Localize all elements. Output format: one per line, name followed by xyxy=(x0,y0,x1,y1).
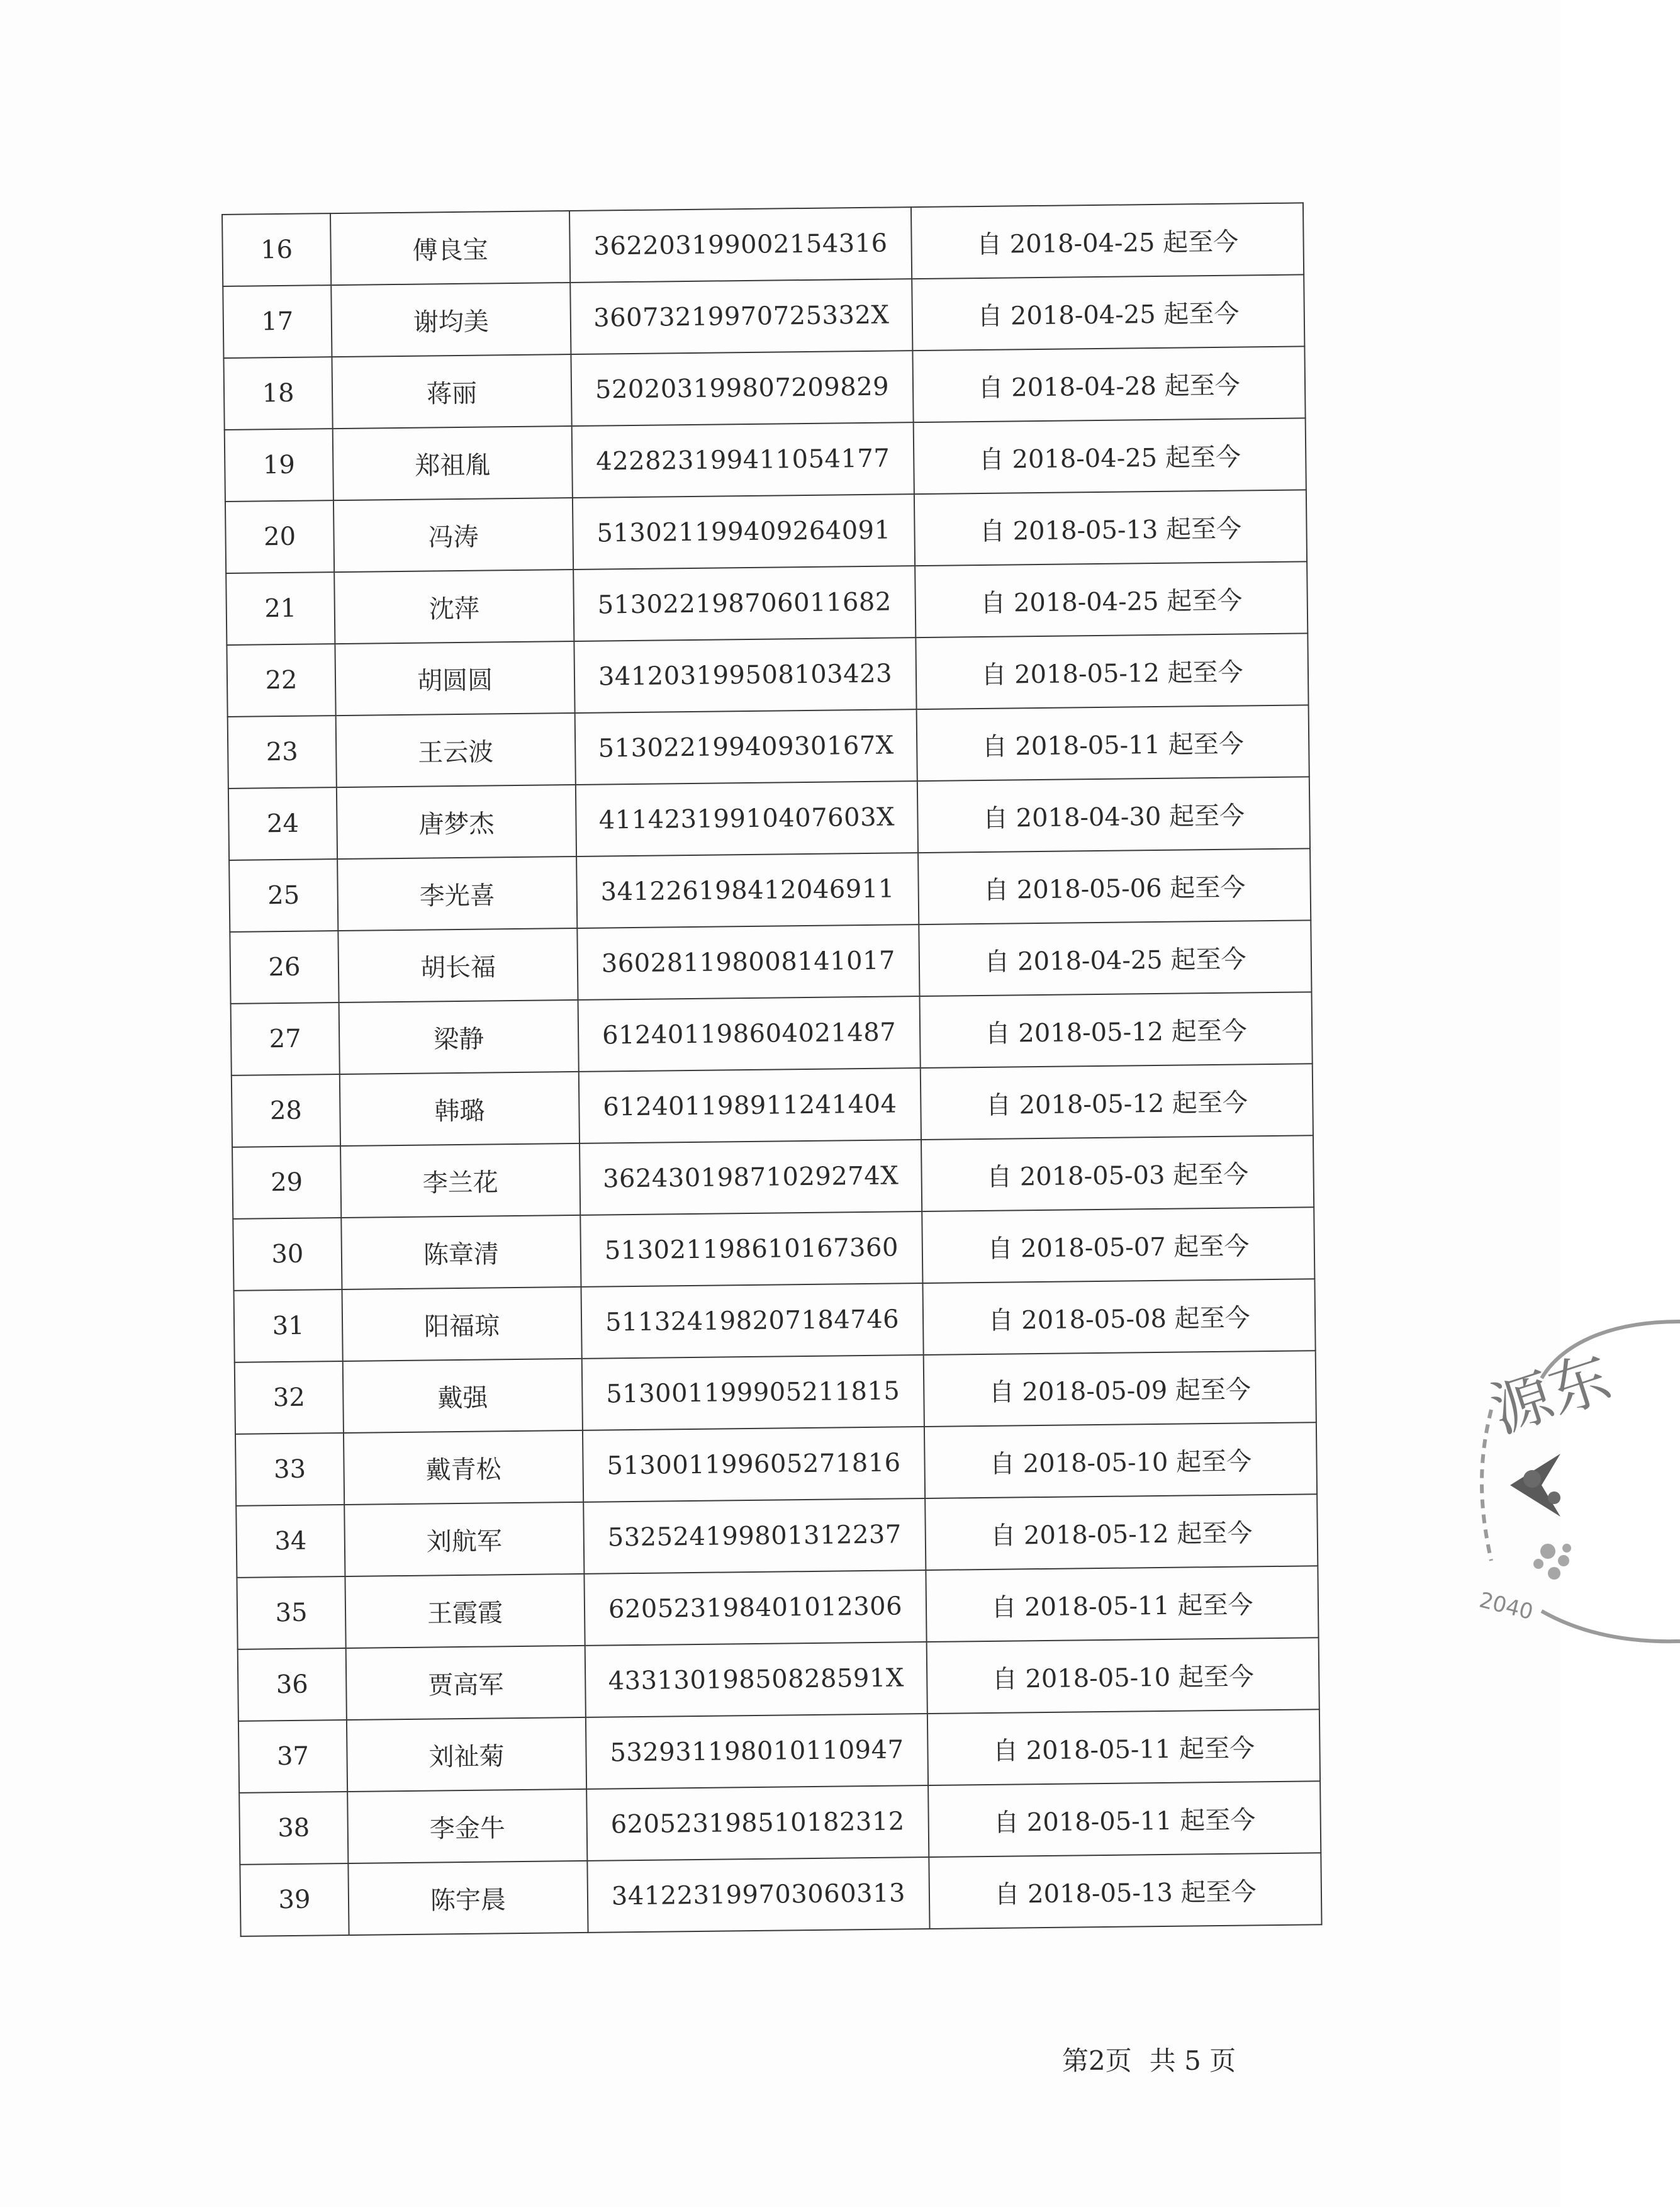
name-cell: 戴青松 xyxy=(344,1430,583,1505)
table-row xyxy=(223,274,1304,358)
employment-period-cell: 自 2018-04-30 起至今 xyxy=(917,777,1310,853)
employment-period-cell: 自 2018-05-07 起至今 xyxy=(922,1207,1314,1283)
table-row xyxy=(225,418,1306,502)
table-row xyxy=(230,920,1311,1004)
employment-period-cell: 自 2018-04-25 起至今 xyxy=(915,561,1308,637)
employment-period-cell: 自 2018-05-11 起至今 xyxy=(926,1566,1318,1642)
id-number-cell: 41142319910407603X xyxy=(576,781,918,856)
id-number-cell: 620523198401012306 xyxy=(584,1570,926,1646)
name-cell: 陈章清 xyxy=(341,1215,581,1289)
name-cell: 李光喜 xyxy=(337,856,577,931)
employment-period-cell: 自 2018-05-11 起至今 xyxy=(927,1709,1320,1785)
seal-text: 源东 xyxy=(1482,1342,1620,1447)
id-number-cell: 362203199002154316 xyxy=(569,207,912,283)
seal-star-mark xyxy=(1510,1454,1560,1517)
table-row xyxy=(227,633,1308,717)
table-row xyxy=(225,490,1307,573)
row-number-cell: 24 xyxy=(228,787,337,860)
employment-period-cell: 自 2018-05-10 起至今 xyxy=(924,1422,1317,1498)
employment-period-cell: 自 2018-05-12 起至今 xyxy=(920,992,1313,1068)
table-row xyxy=(233,1207,1314,1291)
id-number-cell: 341203199508103423 xyxy=(574,637,916,713)
name-cell: 阳福琼 xyxy=(342,1287,582,1361)
row-number-cell: 22 xyxy=(227,644,335,717)
row-number-cell: 38 xyxy=(239,1792,348,1865)
row-number-cell: 30 xyxy=(233,1218,342,1291)
employee-table-body xyxy=(222,203,1322,1936)
table-row xyxy=(236,1494,1318,1578)
table-row xyxy=(240,1853,1321,1936)
id-number-cell: 360281198008141017 xyxy=(577,924,919,1000)
page-number: 第2页 xyxy=(1062,2045,1132,2076)
name-cell: 傅良宝 xyxy=(330,211,570,285)
name-cell: 梁静 xyxy=(339,1000,579,1074)
id-number-cell: 422823199411054177 xyxy=(572,422,914,498)
row-number-cell: 39 xyxy=(240,1863,349,1936)
employment-period-cell: 自 2018-05-13 起至今 xyxy=(929,1853,1321,1929)
name-cell: 胡圆圆 xyxy=(335,641,574,716)
table-row xyxy=(229,848,1311,932)
name-cell: 唐梦杰 xyxy=(337,785,576,859)
table-row xyxy=(228,705,1309,789)
employment-period-cell: 自 2018-05-12 起至今 xyxy=(916,633,1308,709)
row-number-cell: 36 xyxy=(238,1648,347,1721)
row-number-cell: 28 xyxy=(232,1074,340,1147)
id-number-cell: 612401198911241404 xyxy=(579,1068,921,1143)
table-row xyxy=(235,1422,1317,1506)
row-number-cell: 20 xyxy=(225,500,334,573)
employment-period-cell: 自 2018-05-12 起至今 xyxy=(925,1494,1318,1570)
id-number-cell: 43313019850828591X xyxy=(585,1642,927,1717)
name-cell: 郑祖胤 xyxy=(333,426,573,500)
row-number-cell: 17 xyxy=(223,285,332,358)
employment-period-cell: 自 2018-04-25 起至今 xyxy=(911,203,1304,279)
row-number-cell: 19 xyxy=(225,429,333,502)
row-number-cell: 25 xyxy=(229,859,338,932)
name-cell: 韩璐 xyxy=(340,1072,580,1146)
employment-period-cell: 自 2018-05-13 起至今 xyxy=(914,490,1307,566)
employment-period-cell: 自 2018-05-03 起至今 xyxy=(921,1135,1314,1211)
id-number-cell: 511324198207184746 xyxy=(581,1283,923,1359)
id-number-cell: 513022198706011682 xyxy=(573,566,916,641)
name-cell: 王霞霞 xyxy=(345,1574,585,1648)
id-number-cell: 513021199409264091 xyxy=(573,494,915,570)
id-number-cell: 36073219970725332X xyxy=(570,279,912,354)
employee-table xyxy=(221,202,1323,1936)
id-number-cell: 36243019871029274X xyxy=(580,1140,922,1215)
row-number-cell: 31 xyxy=(234,1289,343,1362)
table-row xyxy=(228,777,1310,860)
name-cell: 冯涛 xyxy=(333,498,573,572)
employment-period-cell: 自 2018-05-11 起至今 xyxy=(928,1781,1321,1857)
name-cell: 胡长福 xyxy=(338,928,578,1002)
employment-period-cell: 自 2018-04-25 起至今 xyxy=(919,920,1311,996)
id-number-cell: 532931198010110947 xyxy=(586,1714,928,1789)
row-number-cell: 32 xyxy=(235,1361,344,1434)
table-row xyxy=(238,1709,1320,1793)
row-number-cell: 34 xyxy=(236,1505,345,1578)
name-cell: 贾高军 xyxy=(346,1646,586,1720)
row-number-cell: 35 xyxy=(237,1576,345,1649)
name-cell: 陈宇晨 xyxy=(348,1861,588,1935)
seal-code: 2040 xyxy=(1476,1587,1536,1626)
name-cell: 沈萍 xyxy=(334,570,574,644)
id-number-cell: 341226198412046911 xyxy=(576,853,919,928)
id-number-cell: 620523198510182312 xyxy=(586,1785,929,1861)
id-number-cell: 612401198604021487 xyxy=(578,996,921,1072)
employment-period-cell: 自 2018-05-06 起至今 xyxy=(918,848,1311,924)
name-cell: 蒋丽 xyxy=(332,354,571,429)
name-cell: 李兰花 xyxy=(340,1143,580,1218)
employment-period-cell: 自 2018-05-09 起至今 xyxy=(924,1351,1316,1427)
table-row xyxy=(237,1566,1318,1649)
table-row xyxy=(222,203,1304,286)
id-number-cell: 513021198610167360 xyxy=(580,1211,922,1287)
row-number-cell: 29 xyxy=(232,1146,341,1219)
seal-center-smudge xyxy=(1533,1544,1571,1580)
employment-period-cell: 自 2018-05-11 起至今 xyxy=(917,705,1309,781)
name-cell: 刘祉菊 xyxy=(347,1717,586,1792)
table-row xyxy=(234,1279,1316,1362)
table-row xyxy=(232,1135,1314,1219)
name-cell: 戴强 xyxy=(343,1359,583,1433)
employee-table-wrapper xyxy=(221,202,1316,1936)
id-number-cell: 341223199703060313 xyxy=(587,1857,929,1933)
table-row xyxy=(238,1637,1319,1721)
id-number-cell: 532524199801312237 xyxy=(583,1498,926,1574)
row-number-cell: 16 xyxy=(222,213,331,286)
table-row xyxy=(223,346,1305,430)
name-cell: 刘航军 xyxy=(344,1502,584,1576)
table-row xyxy=(235,1351,1316,1434)
row-number-cell: 26 xyxy=(230,931,339,1004)
official-seal xyxy=(1472,1296,1680,1649)
name-cell: 王云波 xyxy=(336,713,576,787)
id-number-cell: 513001199605271816 xyxy=(583,1427,925,1502)
employment-period-cell: 自 2018-05-12 起至今 xyxy=(921,1064,1313,1140)
id-number-cell: 51302219940930167X xyxy=(575,709,917,785)
page-footer xyxy=(1062,2040,1253,2078)
employment-period-cell: 自 2018-05-10 起至今 xyxy=(927,1637,1319,1714)
employment-period-cell: 自 2018-04-25 起至今 xyxy=(914,418,1306,494)
id-number-cell: 520203199807209829 xyxy=(571,351,913,426)
table-row xyxy=(226,561,1308,645)
name-cell: 谢均美 xyxy=(331,283,571,357)
row-number-cell: 21 xyxy=(226,572,335,645)
row-number-cell: 37 xyxy=(238,1720,347,1793)
row-number-cell: 27 xyxy=(231,1002,340,1075)
employment-period-cell: 自 2018-04-28 起至今 xyxy=(912,346,1305,422)
name-cell: 李金牛 xyxy=(347,1789,587,1863)
row-number-cell: 33 xyxy=(235,1433,344,1506)
employment-period-cell: 自 2018-05-08 起至今 xyxy=(922,1279,1315,1355)
employment-period-cell: 自 2018-04-25 起至今 xyxy=(912,274,1304,351)
row-number-cell: 23 xyxy=(228,716,337,789)
id-number-cell: 513001199905211815 xyxy=(582,1355,924,1430)
table-row xyxy=(239,1781,1321,1865)
row-number-cell: 18 xyxy=(223,357,332,430)
table-row xyxy=(232,1064,1313,1147)
table-row xyxy=(231,992,1313,1075)
page-total: 共 5 页 xyxy=(1149,2045,1236,2076)
